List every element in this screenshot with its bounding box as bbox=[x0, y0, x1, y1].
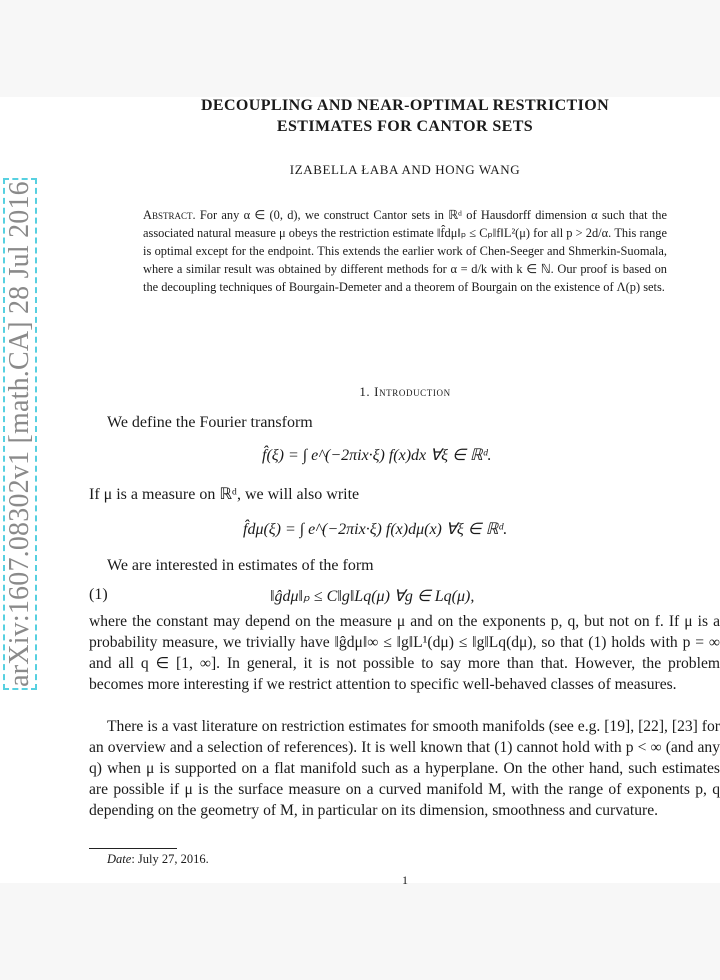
intro-line-2: If μ is a measure on ℝᵈ, we will also write bbox=[89, 486, 360, 503]
section-title: Introduction bbox=[374, 384, 451, 399]
intro-line-1: We define the Fourier transform bbox=[107, 414, 313, 431]
page-number: 1 bbox=[402, 873, 408, 887]
arxiv-stamp[interactable] bbox=[3, 178, 37, 690]
title-line-1: DECOUPLING AND NEAR-OPTIMAL RESTRICTION bbox=[200, 97, 610, 114]
footnote-label: Date bbox=[107, 852, 132, 866]
footnote-value: : July 27, 2016. bbox=[131, 852, 209, 866]
paragraph-2: There is a vast literature on restriction estimates for smooth manifolds (see e.g. [19], [22], [23] for an overview and a selection of references). It is well known that (1) cannot hold with p < ∞ (and any q) when μ is supported on a flat manifold such as a hyperplane. On the other hand, such estimates are possible if μ is the surface measure on a curved manifold M, with the range of exponents p, q depending on the geometry of M, in particular on its dimension, smoothness and curvature. bbox=[89, 718, 720, 819]
equation-number: (1) bbox=[89, 586, 108, 603]
footnote-rule bbox=[89, 848, 177, 849]
arxiv-id[interactable]: arXiv:1607.08302v1 [math.CA] 28 Jul 2016 bbox=[4, 181, 35, 687]
section-number: 1. bbox=[359, 384, 371, 399]
abstract-body: For any α ∈ (0, d), we construct Cantor sets in ℝᵈ of Hausdorff dimension α such that the associated natural measure μ obeys the restriction estimate ‖f̂dμ‖ₚ ≤ Cₚ‖f‖L²(μ) for all p > 2d/α. This range is optimal except for the endpoint. This extends the earlier work of Chen-Seeger and Shmerkin-Suomala, where a similar result was obtained by different methods for α = d/k with k ∈ ℕ. Our proof is based on the decoupling techniques of Bourgain-Demeter and a theorem of Bourgain on the existence of Λ(p) sets. bbox=[143, 208, 667, 294]
equation-restriction: ‖ĝdμ‖ₚ ≤ C‖g‖Lq(μ) ∀g ∈ Lq(μ), bbox=[270, 588, 475, 605]
abstract-label: Abstract. bbox=[143, 208, 196, 222]
footnote bbox=[107, 852, 209, 867]
title-line-2: ESTIMATES FOR CANTOR SETS bbox=[276, 118, 534, 135]
abstract bbox=[143, 206, 667, 296]
equation-fourier: f̂(ξ) = ∫ e^(−2πix·ξ) f(x)dx ∀ξ ∈ ℝᵈ. bbox=[262, 447, 492, 464]
intro-line-3: We are interested in estimates of the form bbox=[107, 557, 374, 574]
equation-measure: f̂dμ(ξ) = ∫ e^(−2πix·ξ) f(x)dμ(x) ∀ξ ∈ ℝᵈ. bbox=[243, 521, 508, 538]
paragraph-1: where the constant may depend on the measure μ and on the exponents p, q, but not on f. If μ is a probability measure, we trivially have ‖ĝdμ‖∞ ≤ ‖g‖L¹(dμ) ≤ ‖g‖Lq(dμ), so that (1) holds with p = ∞ and all q ∈ [1, ∞]. In general, it is not possible to say more than that. However, the problem becomes more interesting if we restrict attention to specific well-behaved classes of measures. bbox=[89, 613, 720, 693]
authors: IZABELLA ŁABA AND HONG WANG bbox=[289, 162, 521, 177]
section-heading bbox=[120, 384, 690, 400]
paper-title bbox=[120, 95, 690, 137]
